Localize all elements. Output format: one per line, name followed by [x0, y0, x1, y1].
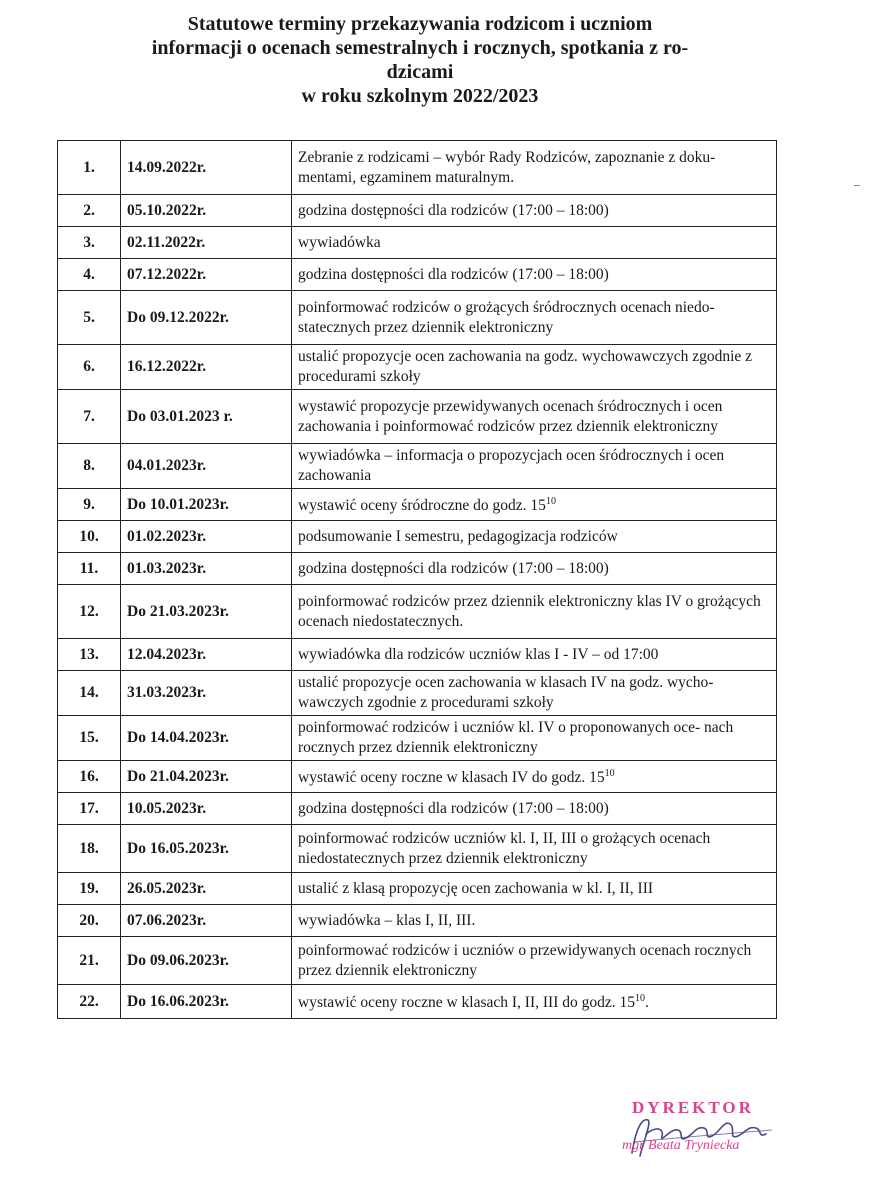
- row-description-text: wystawić propozycje przewidywanych ocenach śródrocznych i ocen zachowania i poinformować rodziców przez dziennik elektroniczny: [298, 397, 723, 435]
- row-description-text: poinformować rodziców o grożących śródrocznych ocenach niedo- statecznych przez dziennik elektroniczny: [298, 298, 715, 336]
- row-number: 15.: [58, 716, 121, 761]
- table-row: [58, 489, 777, 521]
- row-description: [292, 873, 777, 905]
- row-description-suffix: .: [645, 994, 649, 1012]
- row-date: Do 09.12.2022r.: [121, 291, 292, 345]
- row-date: 05.10.2022r.: [121, 195, 292, 227]
- row-description-text: ustalić propozycje ocen zachowania na godz. wychowawczych zgodnie z procedurami szkoły: [298, 348, 753, 385]
- table-row: [58, 761, 777, 793]
- time-minutes-superscript: 10: [604, 768, 615, 780]
- row-description: [292, 444, 777, 489]
- table-row: [58, 793, 777, 825]
- row-number: 22.: [58, 985, 121, 1019]
- row-date: 04.01.2023r.: [121, 444, 292, 489]
- row-description: [292, 825, 777, 873]
- title-line-1: Statutowe terminy przekazywania rodzicom i uczniom: [187, 13, 653, 35]
- row-description: [292, 671, 777, 716]
- schedule-table: [57, 140, 777, 1019]
- table-row: [58, 195, 777, 227]
- row-date: Do 09.06.2023r.: [121, 937, 292, 985]
- row-description-text: godzina dostępności dla rodziców (17:00 – 18:00): [298, 559, 609, 577]
- time-minutes-superscript: 10: [635, 993, 645, 1005]
- row-description-text: godzina dostępności dla rodziców (17:00 – 18:00): [298, 201, 609, 219]
- row-date: 26.05.2023r.: [121, 873, 292, 905]
- row-number: 16.: [58, 761, 121, 793]
- row-description: [292, 716, 777, 761]
- row-description-text: ustalić propozycje ocen zachowania w klasach IV na godz. wycho- wawczych zgodnie z procedurami szkoły: [298, 674, 714, 711]
- row-description: [292, 639, 777, 671]
- table-row: [58, 905, 777, 937]
- row-description: [292, 345, 777, 390]
- row-description: [292, 489, 777, 521]
- row-description: [292, 761, 777, 793]
- row-number: 10.: [58, 521, 121, 553]
- row-description: [292, 141, 777, 195]
- row-description-text: podsumowanie I semestru, pedagogizacja rodziców: [298, 527, 618, 545]
- director-stamp: [612, 1098, 782, 1168]
- row-description: [292, 793, 777, 825]
- row-number: 7.: [58, 390, 121, 444]
- row-description: [292, 259, 777, 291]
- row-description-text: wystawić oceny roczne w klasach I, II, III do godz. 15: [298, 994, 635, 1012]
- row-number: 3.: [58, 227, 121, 259]
- table-row: [58, 873, 777, 905]
- row-description-text: ustalić z klasą propozycję ocen zachowania w kl. I, II, III: [298, 879, 654, 897]
- row-description: [292, 195, 777, 227]
- row-description: [292, 227, 777, 259]
- row-date: 07.12.2022r.: [121, 259, 292, 291]
- row-number: 13.: [58, 639, 121, 671]
- row-number: 4.: [58, 259, 121, 291]
- row-date: 01.03.2023r.: [121, 553, 292, 585]
- row-description-text: poinformować rodziców i uczniów o przewidywanych ocenach rocznych przez dziennik elektroniczny: [298, 941, 752, 979]
- row-description-text: wywiadówka: [298, 233, 381, 251]
- row-description-text: poinformować rodziców uczniów kl. I, II, III o grożących ocenach niedostatecznych przez dziennik elektroniczny: [298, 829, 711, 867]
- row-description-text: wywiadówka – klas I, II, III.: [298, 911, 476, 929]
- table-row: [58, 227, 777, 259]
- row-description-text: wystawić oceny roczne w klasach IV do godz. 15: [298, 769, 605, 787]
- table-row: [58, 390, 777, 444]
- table-row: [58, 444, 777, 489]
- row-description-text: poinformować rodziców i uczniów kl. IV o proponowanych oce- nach rocznych przez dziennik elektroniczny: [298, 719, 734, 756]
- row-description-text: godzina dostępności dla rodziców (17:00 – 18:00): [298, 265, 609, 283]
- row-number: 14.: [58, 671, 121, 716]
- table-row: [58, 291, 777, 345]
- row-date: 02.11.2022r.: [121, 227, 292, 259]
- row-description: [292, 985, 777, 1019]
- table-row: [58, 585, 777, 639]
- document-title: [60, 12, 780, 108]
- table-row: [58, 716, 777, 761]
- row-date: 14.09.2022r.: [121, 141, 292, 195]
- row-number: 1.: [58, 141, 121, 195]
- row-date: 31.03.2023r.: [121, 671, 292, 716]
- row-date: 10.05.2023r.: [121, 793, 292, 825]
- row-number: 18.: [58, 825, 121, 873]
- row-date: Do 03.01.2023 r.: [121, 390, 292, 444]
- row-number: 9.: [58, 489, 121, 521]
- row-number: 12.: [58, 585, 121, 639]
- row-date: Do 14.04.2023r.: [121, 716, 292, 761]
- row-description: [292, 521, 777, 553]
- row-number: 17.: [58, 793, 121, 825]
- table-row: [58, 937, 777, 985]
- row-date: 01.02.2023r.: [121, 521, 292, 553]
- table-row: [58, 671, 777, 716]
- table-row: [58, 259, 777, 291]
- table-row: [58, 639, 777, 671]
- stamp-name: mgr Beata Tryniecka: [622, 1138, 740, 1153]
- table-row: [58, 825, 777, 873]
- row-date: Do 16.05.2023r.: [121, 825, 292, 873]
- table-row: [58, 345, 777, 390]
- row-description-text: wywiadówka – informacja o propozycjach ocen śródrocznych i ocen zachowania: [298, 447, 725, 484]
- row-description: [292, 553, 777, 585]
- row-number: 2.: [58, 195, 121, 227]
- row-description-text: poinformować rodziców przez dziennik elektroniczny klas IV o grożących ocenach niedostatecznych.: [298, 592, 761, 630]
- row-number: 21.: [58, 937, 121, 985]
- row-description: [292, 905, 777, 937]
- row-date: 12.04.2023r.: [121, 639, 292, 671]
- time-minutes-superscript: 10: [545, 496, 556, 508]
- title-line-3: dzicami: [386, 61, 454, 83]
- title-line-4: w roku szkolnym 2022/2023: [301, 85, 539, 107]
- row-description: [292, 585, 777, 639]
- row-number: 20.: [58, 905, 121, 937]
- row-description-text: wywiadówka dla rodziców uczniów klas I - IV – od 17:00: [298, 645, 659, 663]
- table-row: [58, 985, 777, 1019]
- row-number: 19.: [58, 873, 121, 905]
- row-number: 11.: [58, 553, 121, 585]
- table-row: [58, 141, 777, 195]
- scan-mark: [854, 185, 860, 186]
- row-date: 07.06.2023r.: [121, 905, 292, 937]
- row-date: Do 16.06.2023r.: [121, 985, 292, 1019]
- table-row: [58, 521, 777, 553]
- row-description: [292, 390, 777, 444]
- row-date: Do 21.04.2023r.: [121, 761, 292, 793]
- stamp-title: DYREKTOR: [632, 1098, 754, 1117]
- row-number: 8.: [58, 444, 121, 489]
- row-date: 16.12.2022r.: [121, 345, 292, 390]
- row-description-text: Zebranie z rodzicami – wybór Rady Rodziców, zapoznanie z doku- mentami, egzaminem maturalnym.: [298, 148, 716, 186]
- row-number: 5.: [58, 291, 121, 345]
- row-description: [292, 291, 777, 345]
- row-description: [292, 937, 777, 985]
- row-description-text: wystawić oceny śródroczne do godz. 15: [298, 497, 546, 515]
- table-row: [58, 553, 777, 585]
- row-date: Do 10.01.2023r.: [121, 489, 292, 521]
- row-description-text: godzina dostępności dla rodziców (17:00 – 18:00): [298, 799, 609, 817]
- schedule-table-body: [58, 141, 777, 1019]
- row-date: Do 21.03.2023r.: [121, 585, 292, 639]
- title-line-2: informacji o ocenach semestralnych i rocznych, spotkania z ro-: [151, 37, 689, 59]
- row-number: 6.: [58, 345, 121, 390]
